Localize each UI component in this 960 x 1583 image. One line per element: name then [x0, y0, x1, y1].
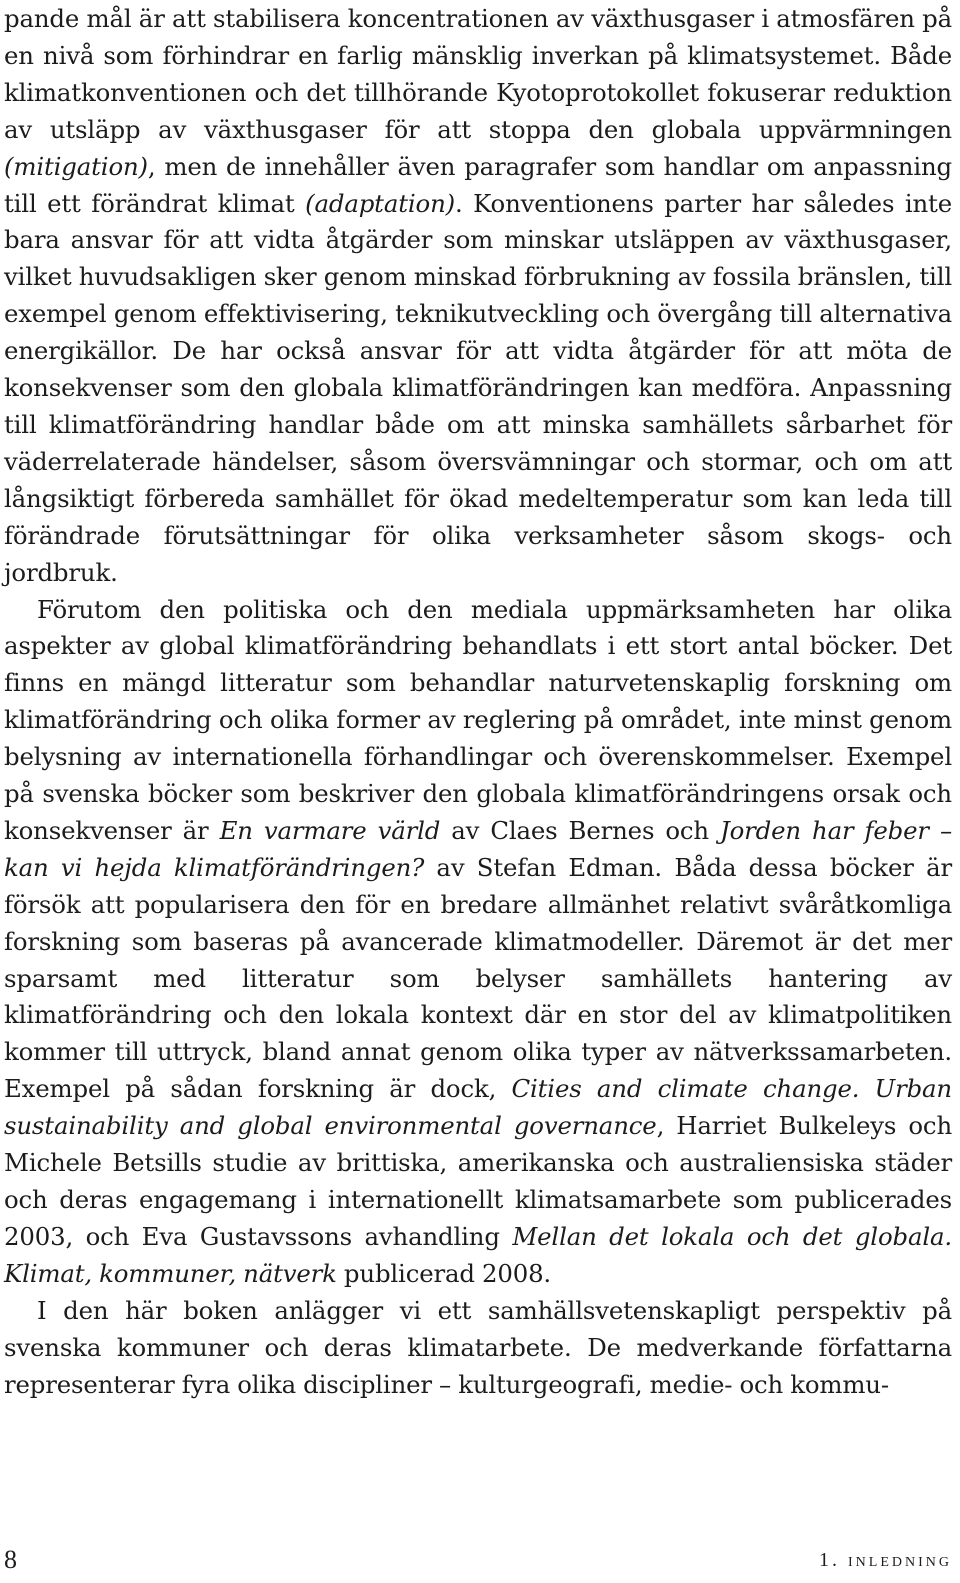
italic-text: Cities and climate change. Urban sustainability and global environmental governance — [4, 1074, 952, 1141]
italic-text: En varmare värld — [219, 815, 441, 845]
text-run: , men de innehåller även paragrafer som handlar om anpassning till ett förändrat klimat — [4, 151, 952, 218]
text-run: av Claes Bernes och — [440, 815, 720, 845]
text-run: . Konventionens parter har således inte bara ansvar för att vidta åtgärder som minskar utsläppen av växthusgaser, vilket huvudsakligen sker genom minskad förbrukning av fossila bränslen, till exempel genom effektivisering, teknikutveckling och övergång till alternativa energikällor. De har också ansvar för att vidta åtgärder för att möta de konsekvenser som den globala klimatförändringen kan medföra. Anpassning till klimatförändring handlar både om att minska samhällets sårbarhet för väderrelaterade händelser, såsom översvämningar och stormar, och om att långsiktigt förbereda samhället för ökad medeltemperatur som kan leda till förändrade förutsättningar för olika verksamheter såsom skogs- och jordbruk. — [4, 188, 952, 587]
body-text — [4, 1, 952, 1403]
text-run: publicerad 2008. — [336, 1258, 552, 1288]
italic-text: (adaptation) — [305, 188, 455, 218]
text-run: Förutom den politiska och den mediala uppmärksamheten har olika aspekter av global klimatförändring behandlats i ett stort antal böcker. Det finns en mängd litteratur som behandlar naturvetenskaplig forskning om klimatförändring och olika former av reglering på området, inte minst genom belysning av internationella förhandlingar och överenskommelser. Exempel på svenska böcker som beskriver den globala klimatförändringens orsak och konsekvenser är — [4, 594, 952, 845]
text-run: I den här boken anlägger vi ett samhällsvetenskapligt perspektiv på svenska kommuner och deras klimatarbete. De medverkande författarna representerar fyra olika discipliner – kulturgeografi, medie- och kommu- — [4, 1295, 952, 1399]
paragraph — [4, 1, 952, 592]
text-run: av Stefan Edman. Båda dessa böcker är försök att popularisera den för en bredare allmänhet relativt svåråtkomliga forskning som baseras på avancerade klimatmodeller. Däremot är det mer sparsamt med litteratur som belyser samhällets hantering av klimatförändring och den lokala kontext där en stor del av klimatpolitiken kommer till uttryck, bland annat genom olika typer av nätverkssamarbeten. Exempel på sådan forskning är dock, — [4, 852, 952, 1104]
running-head: 1. inledning — [819, 1549, 952, 1571]
text-run: , Harriet Bulkeleys och Michele Betsills studie av brittiska, amerikanska och australiensiska städer och deras engagemang i internationellt klimatsamarbete som publicerades 2003, och Eva Gustavssons avhandling — [4, 1111, 953, 1251]
paragraph — [4, 592, 952, 1293]
italic-text: Mellan det lokala och det globala. Klimat, kommuner, nätverk — [4, 1221, 952, 1288]
page-footer — [4, 1543, 952, 1577]
paragraph — [4, 1293, 952, 1404]
italic-text: Jorden har feber – kan vi hejda klimatförändringen? — [4, 815, 952, 882]
italic-text: (mitigation) — [4, 151, 148, 181]
book-page — [4, 0, 952, 1583]
text-run: pande mål är att stabilisera koncentrationen av växthusgaser i atmosfären på en nivå som förhindrar en farlig mänsklig inverkan på klimatsystemet. Både klimatkonventionen och det tillhörande Kyotoprotokollet fokuserar reduktion av utsläpp av växthusgaser för att stoppa den globala uppvärmningen — [4, 4, 952, 144]
page-number: 8 — [4, 1545, 17, 1574]
